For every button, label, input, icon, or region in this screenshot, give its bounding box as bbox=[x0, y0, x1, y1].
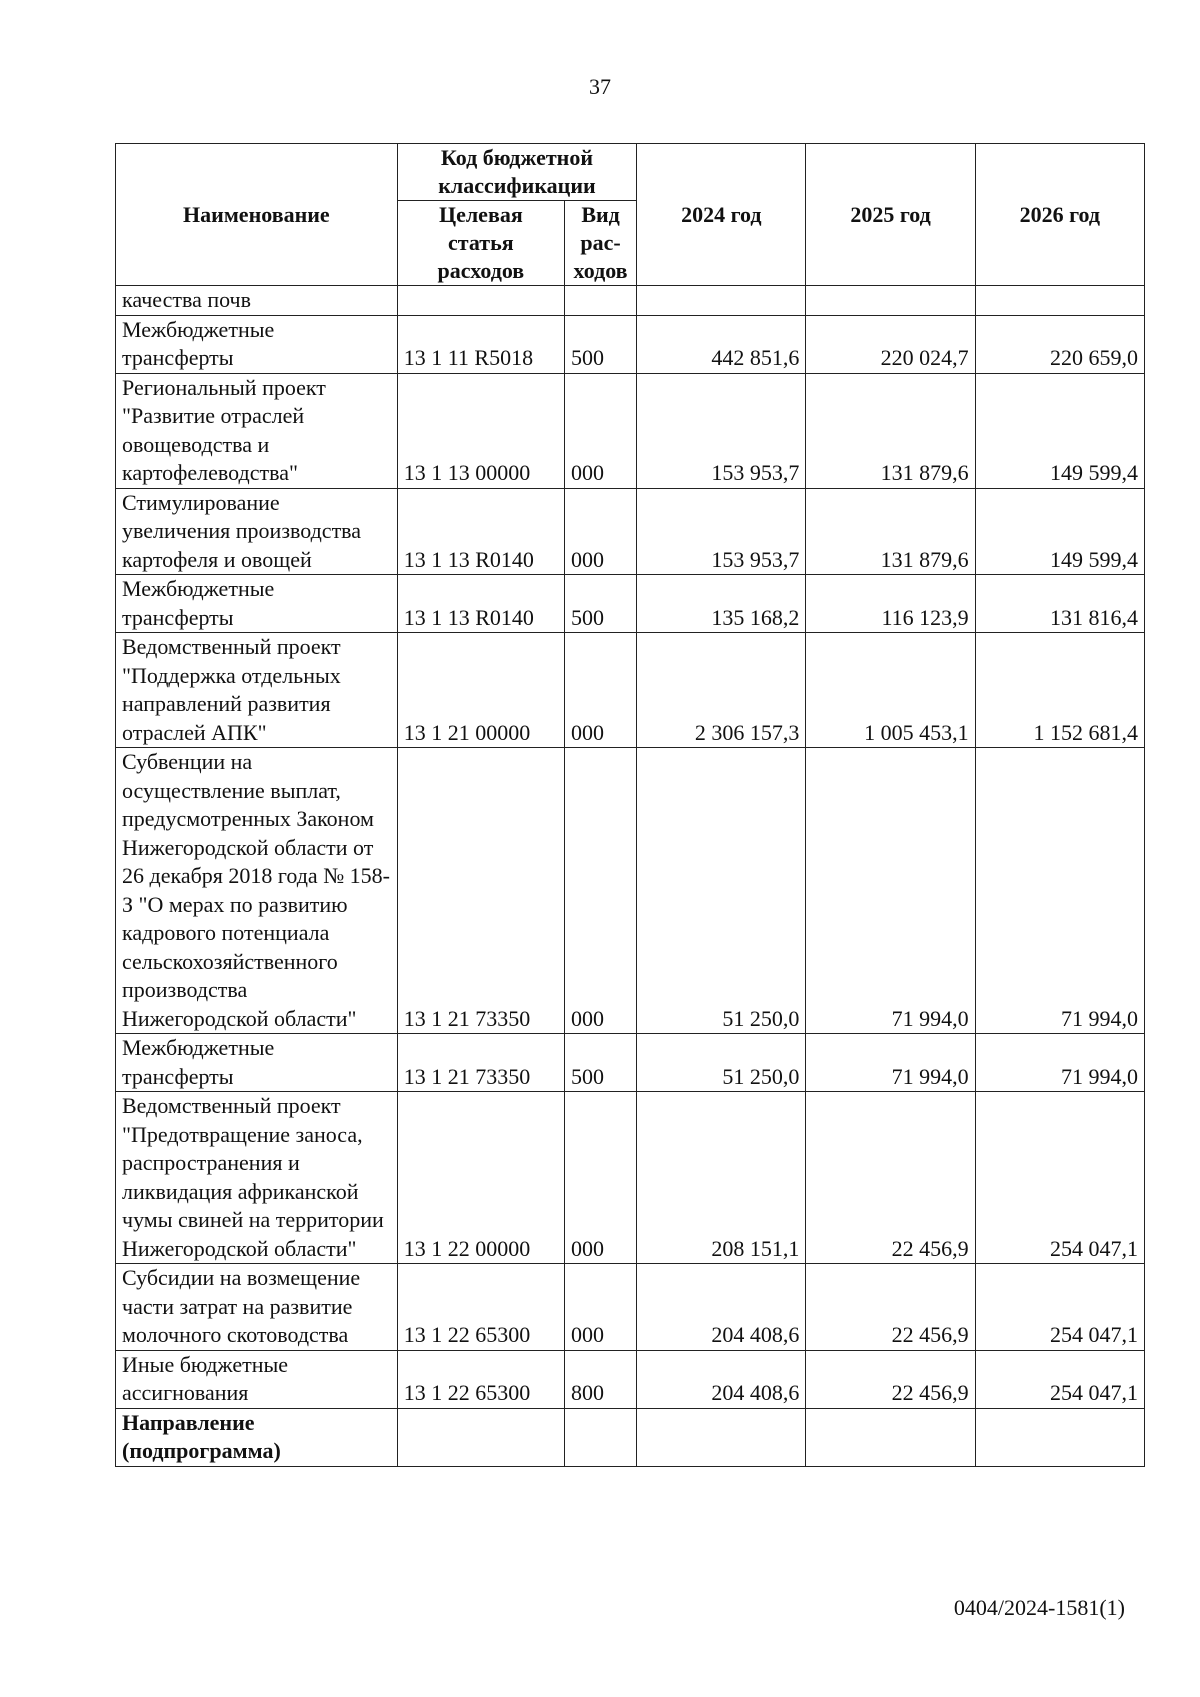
table-row bbox=[116, 1264, 1145, 1351]
row-value-2025: 131 879,6 bbox=[806, 488, 975, 575]
row-name: Направление (подпрограмма) bbox=[116, 1408, 398, 1466]
row-value-2024: 135 168,2 bbox=[637, 575, 806, 633]
row-target-code: 13 1 21 00000 bbox=[397, 633, 564, 748]
row-target-code: 13 1 22 00000 bbox=[397, 1092, 564, 1264]
row-value-2025: 1 005 453,1 bbox=[806, 633, 975, 748]
header-code-group: Код бюджетной классификации bbox=[397, 144, 636, 201]
row-expense-kind: 000 bbox=[564, 748, 636, 1034]
row-value-2026 bbox=[975, 1408, 1144, 1466]
row-name: Ведомственный проект "Предотвращение заноса, распространения и ликвидация африканской чумы свиней на территории Нижегородской области" bbox=[116, 1092, 398, 1264]
row-value-2024: 208 151,1 bbox=[637, 1092, 806, 1264]
row-expense-kind: 000 bbox=[564, 633, 636, 748]
row-value-2024: 153 953,7 bbox=[637, 488, 806, 575]
row-value-2024: 153 953,7 bbox=[637, 373, 806, 488]
row-expense-kind bbox=[564, 1408, 636, 1466]
row-expense-kind: 500 bbox=[564, 575, 636, 633]
table-body bbox=[116, 286, 1145, 1467]
row-value-2026: 1 152 681,4 bbox=[975, 633, 1144, 748]
row-name: Субсидии на возмещение части затрат на развитие молочного скотоводства bbox=[116, 1264, 398, 1351]
row-name: Стимулирование увеличения производства картофеля и овощей bbox=[116, 488, 398, 575]
row-value-2026: 254 047,1 bbox=[975, 1350, 1144, 1408]
row-name: Иные бюджетные ассигнования bbox=[116, 1350, 398, 1408]
table-row bbox=[116, 1092, 1145, 1264]
row-value-2024: 442 851,6 bbox=[637, 315, 806, 373]
table-row bbox=[116, 575, 1145, 633]
row-value-2025: 22 456,9 bbox=[806, 1350, 975, 1408]
row-target-code: 13 1 21 73350 bbox=[397, 1034, 564, 1092]
table-row bbox=[116, 488, 1145, 575]
row-value-2024: 204 408,6 bbox=[637, 1264, 806, 1351]
row-value-2026: 131 816,4 bbox=[975, 575, 1144, 633]
row-value-2026: 71 994,0 bbox=[975, 748, 1144, 1034]
row-name: качества почв bbox=[116, 286, 398, 316]
header-2024: 2024 год bbox=[637, 144, 806, 286]
row-value-2025: 116 123,9 bbox=[806, 575, 975, 633]
row-expense-kind: 500 bbox=[564, 1034, 636, 1092]
row-expense-kind: 500 bbox=[564, 315, 636, 373]
row-expense-kind bbox=[564, 286, 636, 316]
row-name: Межбюджетные трансферты bbox=[116, 1034, 398, 1092]
row-value-2025 bbox=[806, 286, 975, 316]
row-target-code: 13 1 13 R0140 bbox=[397, 488, 564, 575]
row-value-2026: 254 047,1 bbox=[975, 1092, 1144, 1264]
row-value-2025: 22 456,9 bbox=[806, 1264, 975, 1351]
row-expense-kind: 000 bbox=[564, 1092, 636, 1264]
row-name: Межбюджетные трансферты bbox=[116, 315, 398, 373]
row-target-code: 13 1 13 00000 bbox=[397, 373, 564, 488]
row-value-2026: 220 659,0 bbox=[975, 315, 1144, 373]
table-row bbox=[116, 286, 1145, 316]
row-value-2026: 149 599,4 bbox=[975, 488, 1144, 575]
row-name: Субвенции на осуществление выплат, предусмотренных Законом Нижегородской области от 26 декабря 2018 года № 158-З "О мерах по развитию кадрового потенциала сельскохозяйственного производства Нижегородской области" bbox=[116, 748, 398, 1034]
page-number: 37 bbox=[589, 74, 611, 99]
row-value-2025: 71 994,0 bbox=[806, 1034, 975, 1092]
row-value-2024: 51 250,0 bbox=[637, 748, 806, 1034]
row-expense-kind: 000 bbox=[564, 488, 636, 575]
row-target-code bbox=[397, 1408, 564, 1466]
document-id: 0404/2024-1581(1) bbox=[953, 1595, 1125, 1620]
row-target-code: 13 1 11 R5018 bbox=[397, 315, 564, 373]
row-name: Межбюджетные трансферты bbox=[116, 575, 398, 633]
row-name: Ведомственный проект "Поддержка отдельных направлений развития отраслей АПК" bbox=[116, 633, 398, 748]
row-value-2026: 254 047,1 bbox=[975, 1264, 1144, 1351]
row-value-2025: 71 994,0 bbox=[806, 748, 975, 1034]
row-value-2025: 131 879,6 bbox=[806, 373, 975, 488]
row-value-2024 bbox=[637, 286, 806, 316]
header-2026: 2026 год bbox=[975, 144, 1144, 286]
row-expense-kind: 000 bbox=[564, 373, 636, 488]
row-value-2026 bbox=[975, 286, 1144, 316]
row-value-2026: 71 994,0 bbox=[975, 1034, 1144, 1092]
header-2025: 2025 год bbox=[806, 144, 975, 286]
header-row-1 bbox=[116, 144, 1145, 201]
budget-table bbox=[115, 143, 1145, 1467]
row-expense-kind: 800 bbox=[564, 1350, 636, 1408]
row-value-2026: 149 599,4 bbox=[975, 373, 1144, 488]
row-target-code bbox=[397, 286, 564, 316]
row-target-code: 13 1 21 73350 bbox=[397, 748, 564, 1034]
row-value-2024 bbox=[637, 1408, 806, 1466]
table-row bbox=[116, 1350, 1145, 1408]
table-row bbox=[116, 1034, 1145, 1092]
table-row bbox=[116, 1408, 1145, 1466]
header-name: Наименование bbox=[116, 144, 398, 286]
table-row bbox=[116, 633, 1145, 748]
row-value-2024: 2 306 157,3 bbox=[637, 633, 806, 748]
row-target-code: 13 1 13 R0140 bbox=[397, 575, 564, 633]
header-kind: Вид рас-ходов bbox=[564, 201, 636, 286]
row-name: Региональный проект "Развитие отраслей овощеводства и картофелеводства" bbox=[116, 373, 398, 488]
table-row bbox=[116, 748, 1145, 1034]
row-value-2024: 51 250,0 bbox=[637, 1034, 806, 1092]
row-value-2025 bbox=[806, 1408, 975, 1466]
row-value-2025: 220 024,7 bbox=[806, 315, 975, 373]
row-target-code: 13 1 22 65300 bbox=[397, 1264, 564, 1351]
header-target: Целевая статья расходов bbox=[397, 201, 564, 286]
row-expense-kind: 000 bbox=[564, 1264, 636, 1351]
row-value-2024: 204 408,6 bbox=[637, 1350, 806, 1408]
table-row bbox=[116, 373, 1145, 488]
row-value-2025: 22 456,9 bbox=[806, 1092, 975, 1264]
table-row bbox=[116, 315, 1145, 373]
row-target-code: 13 1 22 65300 bbox=[397, 1350, 564, 1408]
